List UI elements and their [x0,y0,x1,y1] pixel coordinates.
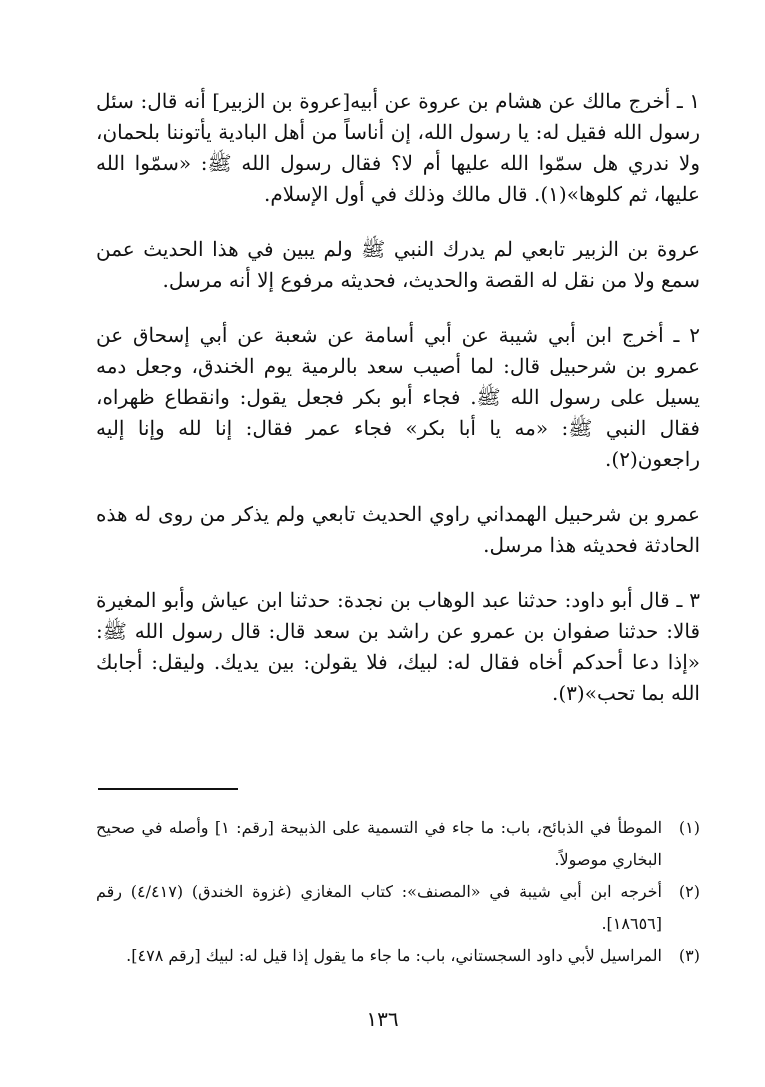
footnotes [96,812,700,972]
main-text [96,86,700,709]
paragraph-hadith-2: ٢ ـ أخرج ابن أبي شيبة عن أبي أسامة عن شعبة عن أبي إسحاق عن عمرو بن شرحبيل قال: لما أصيب سعد بالرمية يوم الخندق، وجعل دمه يسيل على رسول الله ﷺ. فجاء أبو بكر فجعل يقول: وانقطاع ظهراه، فقال النبي ﷺ: «مه يا أبا بكر» فجاء عمر فقال: إنا لله وإنا إليه راجعون(٢). [96,323,700,471]
footnote-separator [98,788,238,790]
footnote-text: أخرجه ابن أبي شيبة في «المصنف»: كتاب المغازي (غزوة الخندق) (٤/٤١٧) رقم [١٨٦٥٦]. [96,882,662,933]
paragraph-hadith-1: ١ ـ أخرج مالك عن هشام بن عروة عن أبيه[عروة بن الزبير] أنه قال: سئل رسول الله فقيل له: يا رسول الله، إن أناساً من أهل البادية يأتوننا بلحمان، ولا ندري هل سمّوا الله عليها أم لا؟ فقال رسول الله ﷺ: «سمّوا الله عليها، ثم كلوها»(١). قال مالك وذلك في أول الإسلام. [96,89,700,206]
footnote-3 [96,940,700,972]
footnote-text: الموطأ في الذبائح، باب: ما جاء في التسمية على الذبيحة [رقم: ١] وأصله في صحيح البخاري موصولاً. [96,818,663,869]
footnote-number: (٢) [678,882,700,901]
footnote-number: (٣) [678,946,700,965]
footnote-1 [96,812,700,876]
paragraph-hadith-3: ٣ ـ قال أبو داود: حدثنا عبد الوهاب بن نجدة: حدثنا ابن عياش وأبو المغيرة قالا: حدثنا صفوان بن عمرو عن راشد بن سعد قال: قال رسول الله ﷺ: «إذا دعا أحدكم أخاه فقال له: لبيك، فلا يقولن: بين يديك. وليقل: أجابك الله بما تحب»(٣). [96,588,700,705]
paragraph-commentary-1: عروة بن الزبير تابعي لم يدرك النبي ﷺ ولم يبين في هذا الحديث عمن سمع ولا من نقل له القصة والحديث، فحديثه مرفوع إلا أنه مرسل. [96,237,700,292]
footnote-text: المراسيل لأبي داود السجستاني، باب: ما جاء ما يقول إذا قيل له: لبيك [رقم ٤٧٨]. [126,946,662,965]
footnote-2 [96,876,700,940]
page-number: ١٣٦ [366,1007,399,1031]
footnote-number: (١) [678,818,700,837]
paragraph-commentary-2: عمرو بن شرحبيل الهمداني راوي الحديث تابعي ولم يذكر من روى له هذه الحادثة فحديثه هذا مرسل. [96,502,700,557]
